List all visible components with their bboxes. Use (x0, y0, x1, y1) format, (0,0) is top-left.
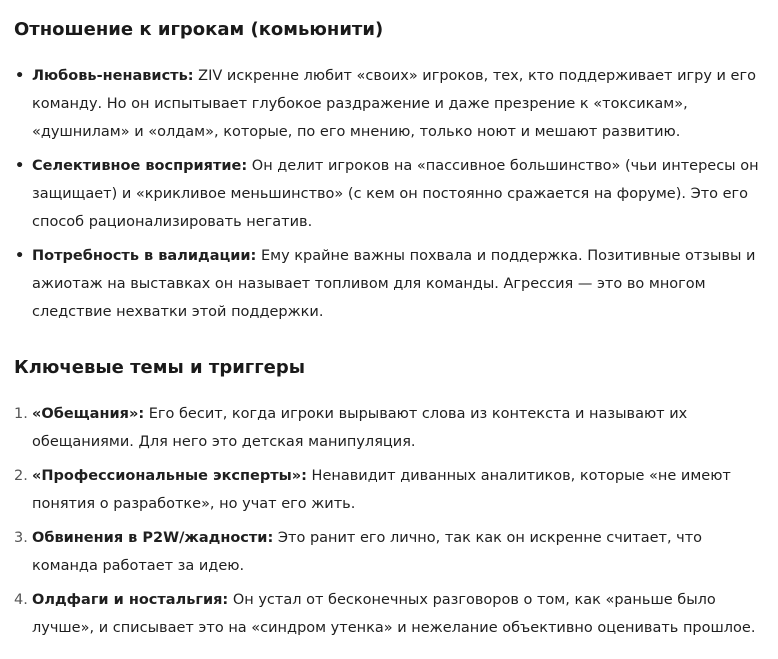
list-item-text: Ему крайне важны похвала и поддержка. Позитивные отзывы и ажиотаж на выставках он называет топливом для команды. Агрессия — это во многом следствие нехватки этой поддержки. (32, 248, 756, 320)
bullet-marker: • (15, 68, 25, 84)
list-item (14, 400, 764, 456)
list-item-text: Ненавидит диванных аналитиков, которые «не имеют понятия о разработке», но учат его жить. (32, 468, 731, 512)
number-marker: 3. (14, 530, 28, 546)
list-item-term: Обвинения в P2W/жадности: (32, 530, 274, 546)
list-item-term: «Обещания»: (32, 406, 145, 422)
list-item (14, 524, 764, 580)
number-marker: 4. (14, 592, 28, 608)
list-item-term: Селективное восприятие: (32, 158, 248, 174)
bullet-marker: • (15, 158, 25, 174)
number-marker: 2. (14, 468, 28, 484)
list-item (14, 462, 764, 518)
list-item-text: Он устал от бесконечных разговоров о том, как «раньше было лучше», и списывает это на «синдром утенка» и нежелание объективно оценивать прошлое. (32, 592, 756, 636)
numbered-list-triggers (14, 400, 764, 642)
list-item-term: «Профессиональные эксперты»: (32, 468, 307, 484)
list-item-term: Потребность в валидации: (32, 248, 257, 264)
list-item (14, 62, 764, 146)
section-heading-triggers: Ключевые темы и триггеры (14, 357, 305, 378)
list-item-term: Олдфаги и ностальгия: (32, 592, 229, 608)
list-item-text: Он делит игроков на «пассивное большинство» (чьи интересы он защищает) и «крикливое меньшинство» (с кем он постоянно сражается на форуме). Это его способ рационализировать негатив. (32, 158, 759, 230)
section-heading-community: Отношение к игрокам (комьюнити) (14, 19, 384, 40)
list-item (14, 152, 764, 236)
list-item-text: Это ранит его лично, так как он искренне считает, что команда работает за идею. (32, 530, 703, 574)
list-item-term: Любовь-ненависть: (32, 68, 194, 84)
list-item (14, 586, 764, 642)
bullet-list-community (14, 62, 764, 326)
list-item (14, 242, 764, 326)
bullet-marker: • (15, 248, 25, 264)
number-marker: 1. (14, 406, 28, 422)
list-item-text: Его бесит, когда игроки вырывают слова из контекста и называют их обещаниями. Для него это детская манипуляция. (32, 406, 688, 450)
list-item-text: ZIV искренне любит «своих» игроков, тех, кто поддерживает игру и его команду. Но он испытывает глубокое раздражение и даже презрение к «токсикам», «душнилам» и «олдам», которые, по его мнению, только ноют и мешают развитию. (32, 68, 756, 140)
